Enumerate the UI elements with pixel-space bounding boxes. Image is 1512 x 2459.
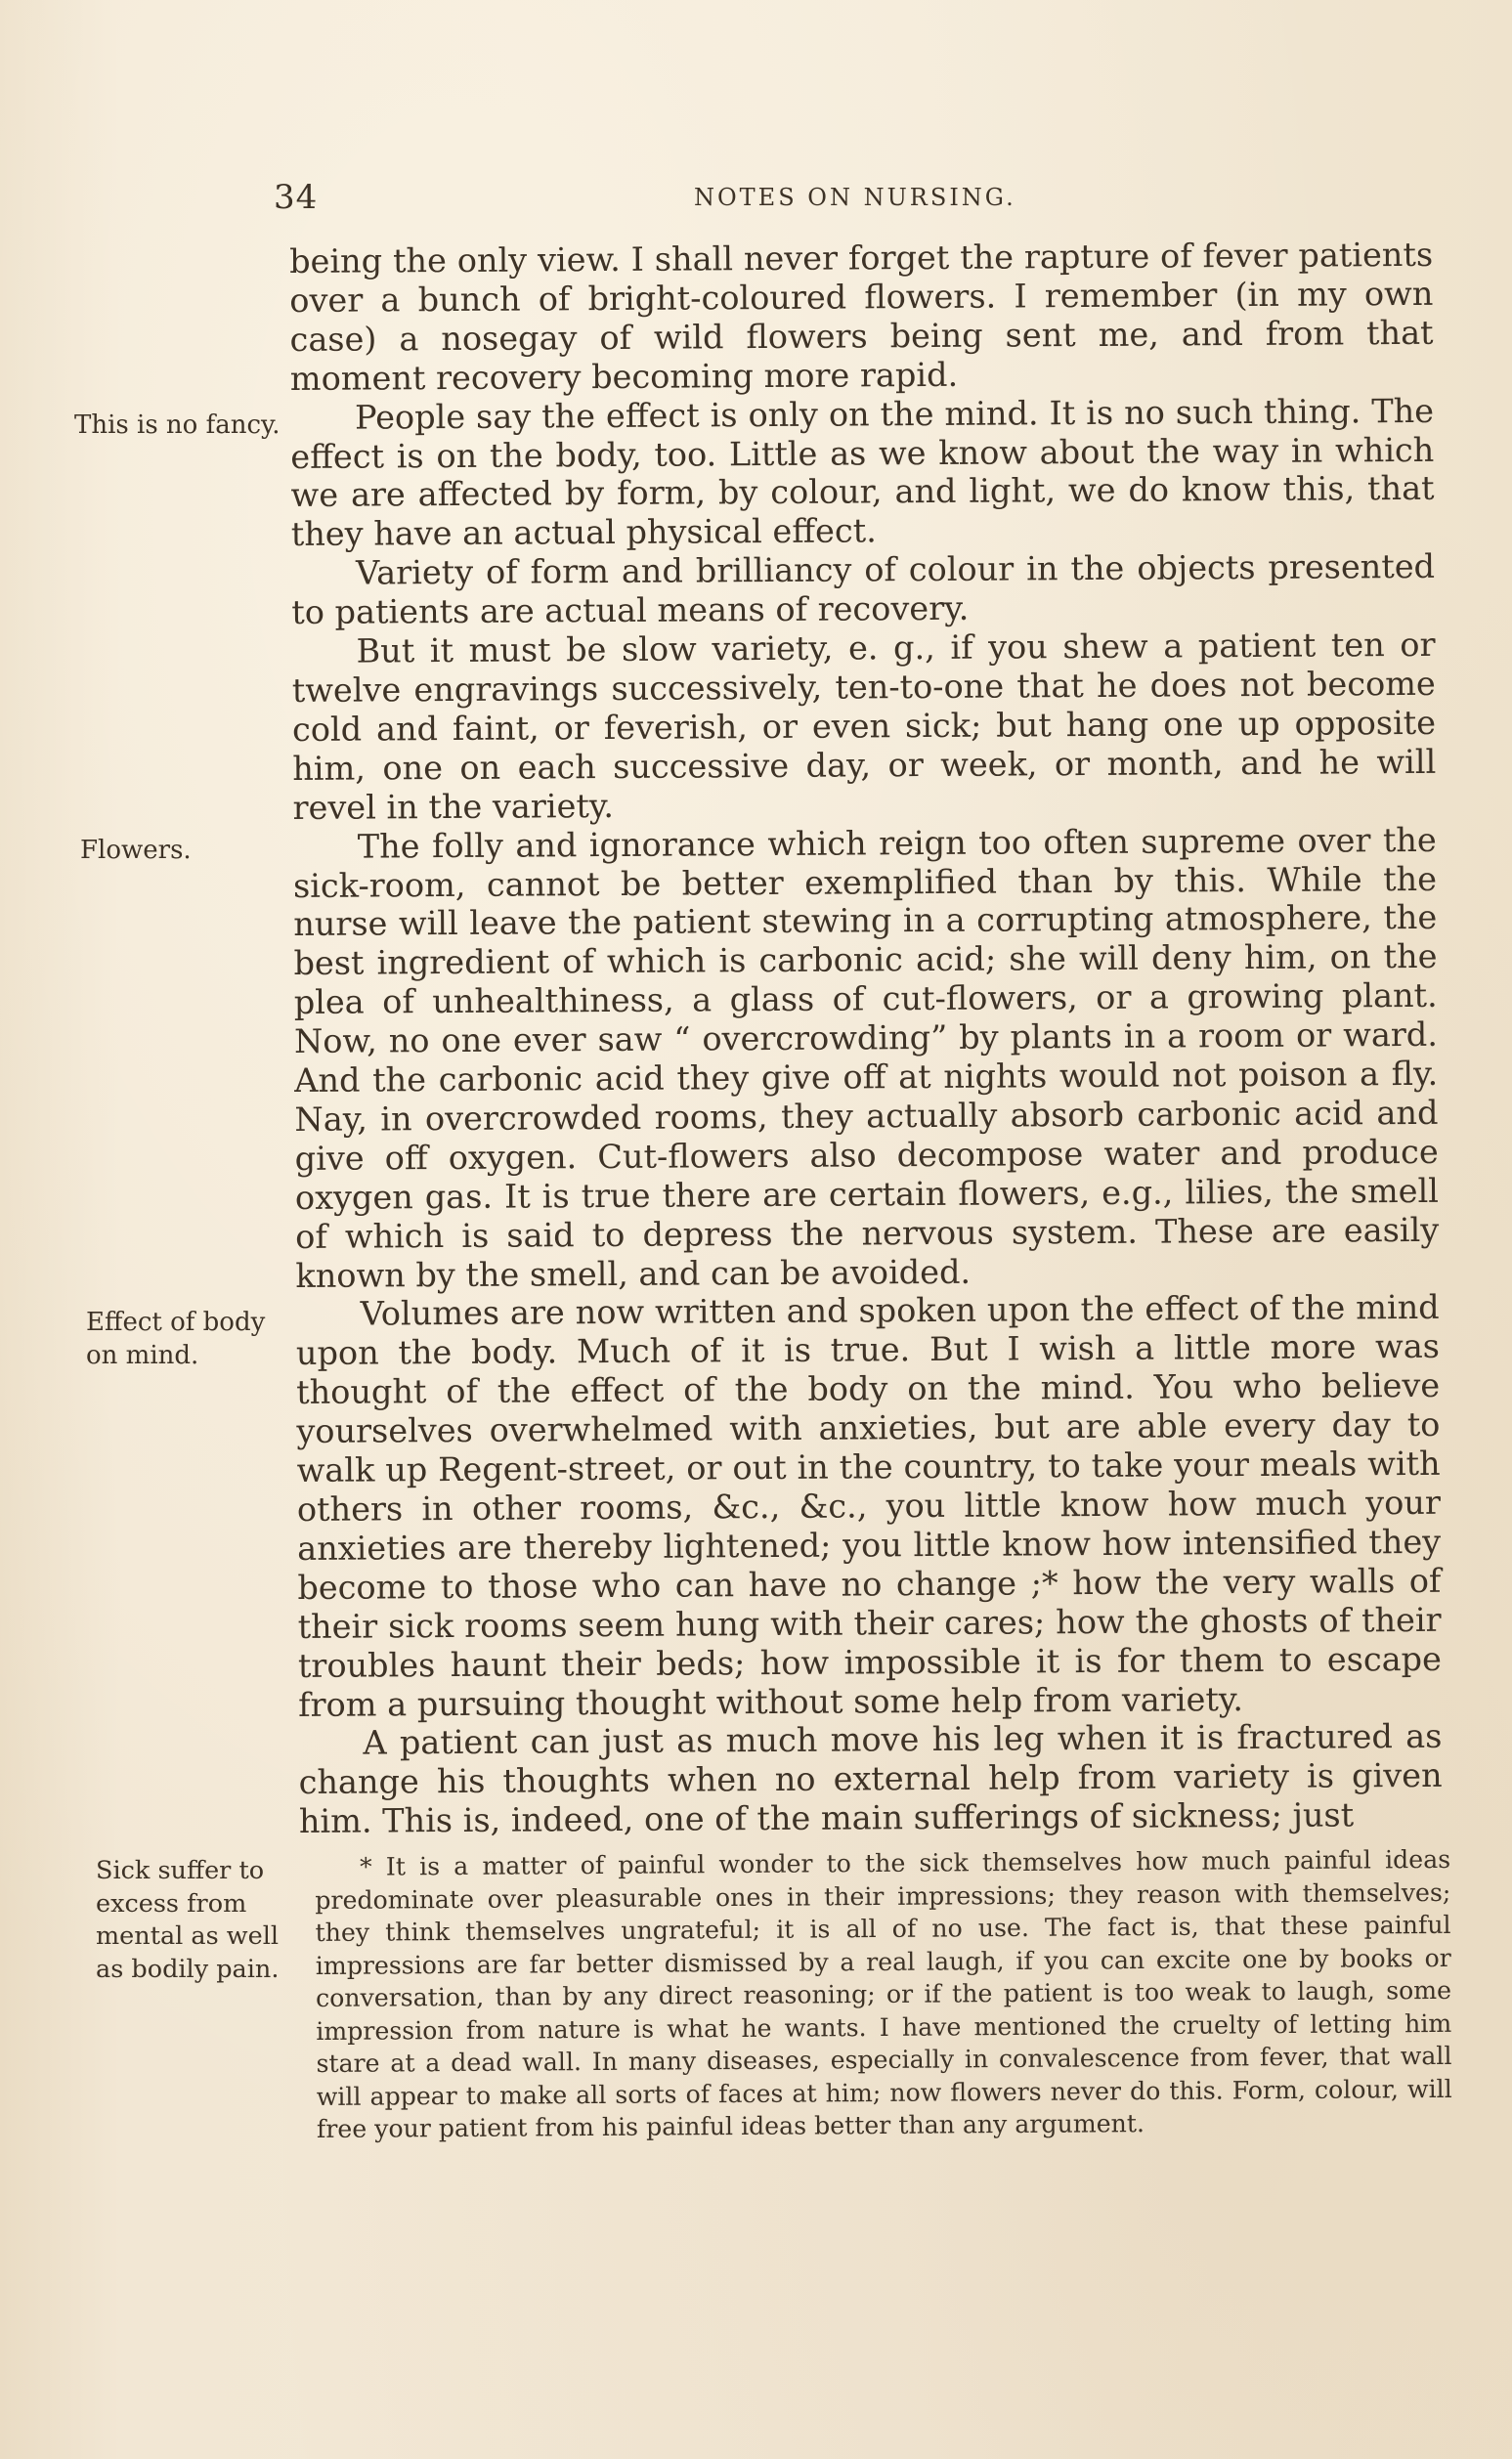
running-title: NOTES ON NURSING. bbox=[694, 184, 1016, 211]
paragraph: People say the effect is only on the mind. It is no such thing. The effect is on the body, too. Little as we know about the way in which we are affected by form, by colour, and light, we do know this, that they have an actual physical effect. bbox=[290, 391, 1435, 554]
paragraph: being the only view. I shall never forget the rapture of fever patients over a bunch of bright-coloured flowers. I remember (in my own case) a nosegay of wild flowers being sent me, and from that moment recovery becoming more rapid. bbox=[289, 235, 1434, 398]
footnote bbox=[315, 1843, 1452, 2146]
paragraph: Variety of form and brilliancy of colour in the objects presented to patients are actual means of recovery. bbox=[291, 547, 1436, 632]
paragraph: A patient can just as much move his leg when it is fractured as change his thoughts when no external help from variety is given him. This is, indeed, one of the main sufferings of sickness; just bbox=[298, 1717, 1443, 1841]
marginal-note-flowers: Flowers. bbox=[80, 836, 192, 865]
marginal-note-sick-suffer bbox=[96, 1855, 321, 1986]
marginal-note-fancy: This is no fancy. bbox=[74, 410, 281, 440]
page-number: 34 bbox=[274, 178, 319, 217]
paragraph: But it must be slow variety, e. g., if you shew a patient ten or twelve engravings successively, ten-to-one that he does not become cold and faint, or feverish, or even sick; but hang one up opposite him, one on each successive day, or week, or month, and he will revel in the variety. bbox=[291, 625, 1437, 827]
marginal-note-text: Sick suffer to excess from mental as well as bodily pain. bbox=[96, 1856, 280, 1984]
running-head bbox=[274, 178, 1016, 217]
body-text bbox=[289, 236, 1443, 1841]
marginal-note-effect: Effect of body on mind. bbox=[86, 1308, 266, 1370]
paragraph: The folly and ignorance which reign too often supreme over the sick-room, cannot be better exemplified than by this. While the nurse will leave the patient stewing in a corrupting atmosphere, the best ingredient of which is carbonic acid; she will deny him, on the plea of unhealthiness, a glass of cut-flowers, or a growing plant. Now, no one ever saw “ overcrowding” by plants in a room or ward. And the carbonic acid they give off at nights would not poison a fly. Nay, in overcrowded rooms, they actually absorb carbonic acid and give off oxygen. Cut-flowers also decompose water and produce oxygen gas. It is true there are certain flowers, e.g., lilies, the smell of which is said to depress the nervous system. These are easily known by the smell, and can be avoided. bbox=[292, 820, 1440, 1295]
footnote-text: * It is a matter of painful wonder to the sick themselves how much painful ideas predominate over pleasurable ones in their impressions; they reason with themselves; they think themselves ungrateful; it is all of no use. The fact is, that these painful impressions are far better dismissed by a real laugh, if you can excite one by books or conversation, than by any direct reasoning; or if the patient is too weak to laugh, some impression from nature is what he wants. I have mentioned the cruelty of letting him stare at a dead wall. In many diseases, especially in convalescence from fever, that wall will appear to make all sorts of faces at him; now flowers never do this. Form, colour, will free your patient from his painful ideas better than any argument. bbox=[315, 1844, 1452, 2143]
paragraph: Volumes are now written and spoken upon the effect of the mind upon the body. Much of it is true. But I wish a little more was thought of the effect of the body on the mind. You who believe yourselves overwhelmed with anxieties, but are able every day to walk up Regent-street, or out in the country, to take your meals with others in other rooms, &c., &c., you little know how much your anxieties are thereby lightened; you little know how intensified they become to those who can have no change ;* how the very walls of their sick rooms seem hung with their cares; how the ghosts of their troubles haunt their beds; how impossible it is for them to escape from a pursuing thought without some help from variety. bbox=[295, 1288, 1442, 1724]
